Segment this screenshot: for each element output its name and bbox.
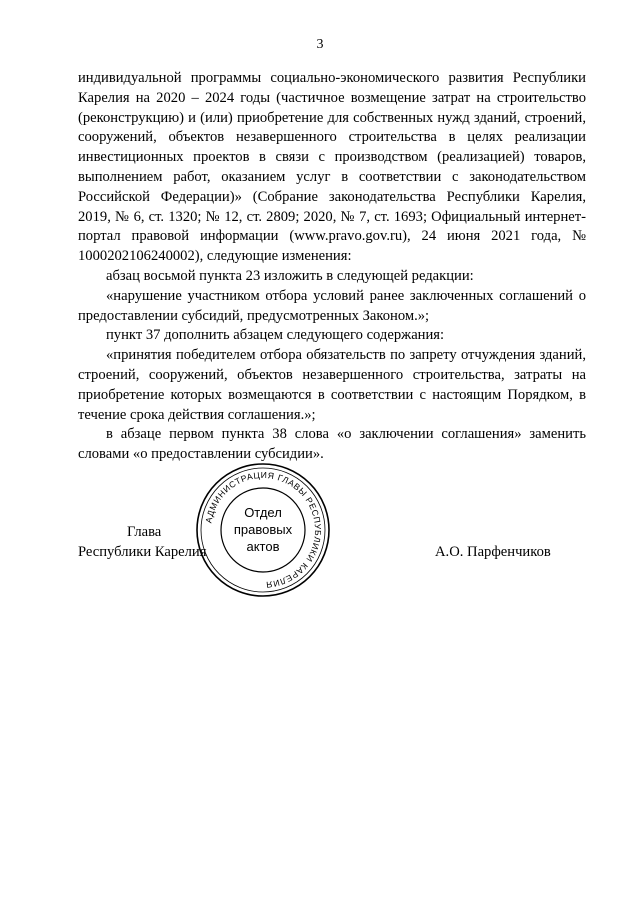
paragraph: в абзаце первом пункта 38 слова «о заключении соглашения» заменить словами «о предоставлении субсидии». bbox=[78, 426, 586, 463]
stamp-center-line2: правовых bbox=[233, 522, 293, 537]
page-number: 3 bbox=[316, 37, 324, 52]
signatory-name: А.О. Парфенчиков bbox=[435, 544, 551, 560]
paragraph: «нарушение участником отбора условий ранее заключенных соглашений о предоставлении субсидий, предусмотренных Законом.»; bbox=[78, 287, 586, 324]
paragraph: пункт 37 дополнить абзацем следующего содержания: bbox=[106, 327, 445, 344]
signature-title-line1: Глава bbox=[127, 524, 162, 540]
stamp-center-line1: Отдел bbox=[244, 505, 282, 520]
stamp-ring-text: АДМИНИСТРАЦИЯ ГЛАВЫ РЕСПУБЛИКИ КАРЕЛИЯ bbox=[203, 469, 324, 591]
paragraph: «принятия победителем отбора обязательств по запрету отчуждения зданий, строений, сооружений, объектов незавершенного строительства, затраты на приобретение которых возмещаются в соответствии с настоящим Порядком, в течение срока действия соглашения.»; bbox=[78, 347, 586, 423]
stamp-center-line3: актов bbox=[246, 539, 280, 554]
signature-title bbox=[78, 523, 206, 563]
official-stamp bbox=[193, 460, 333, 600]
paragraph: абзац восьмой пункта 23 изложить в следующей редакции: bbox=[106, 267, 474, 284]
signature-title-line2: Республики Карелия bbox=[78, 543, 207, 560]
document-body bbox=[78, 69, 586, 465]
paragraph: индивидуальной программы социально-экономического развития Республики Карелия на 2020 – 2024 годы (частичное возмещение затрат на строительство (реконструкцию) и (или) приобретение для собственных нужд зданий, строений, сооружений, объектов незавершенного строительства в целях реализации инвестиционных проектов в связи с производством (реализацией) товаров, выполнением работ, оказанием услуг в соответствии с законодательством Российской Федерации)» (Собрание законодательства Республики Карелия, 2019, № 6, ст. 1320; № 12, ст. 2809; 2020, № 7, ст. 1693; Официальный интернет-портал правовой информации (www.pravo.gov.ru), 24 июня 2021 года, № 1000202106240002), следующие изменения: bbox=[78, 70, 586, 265]
